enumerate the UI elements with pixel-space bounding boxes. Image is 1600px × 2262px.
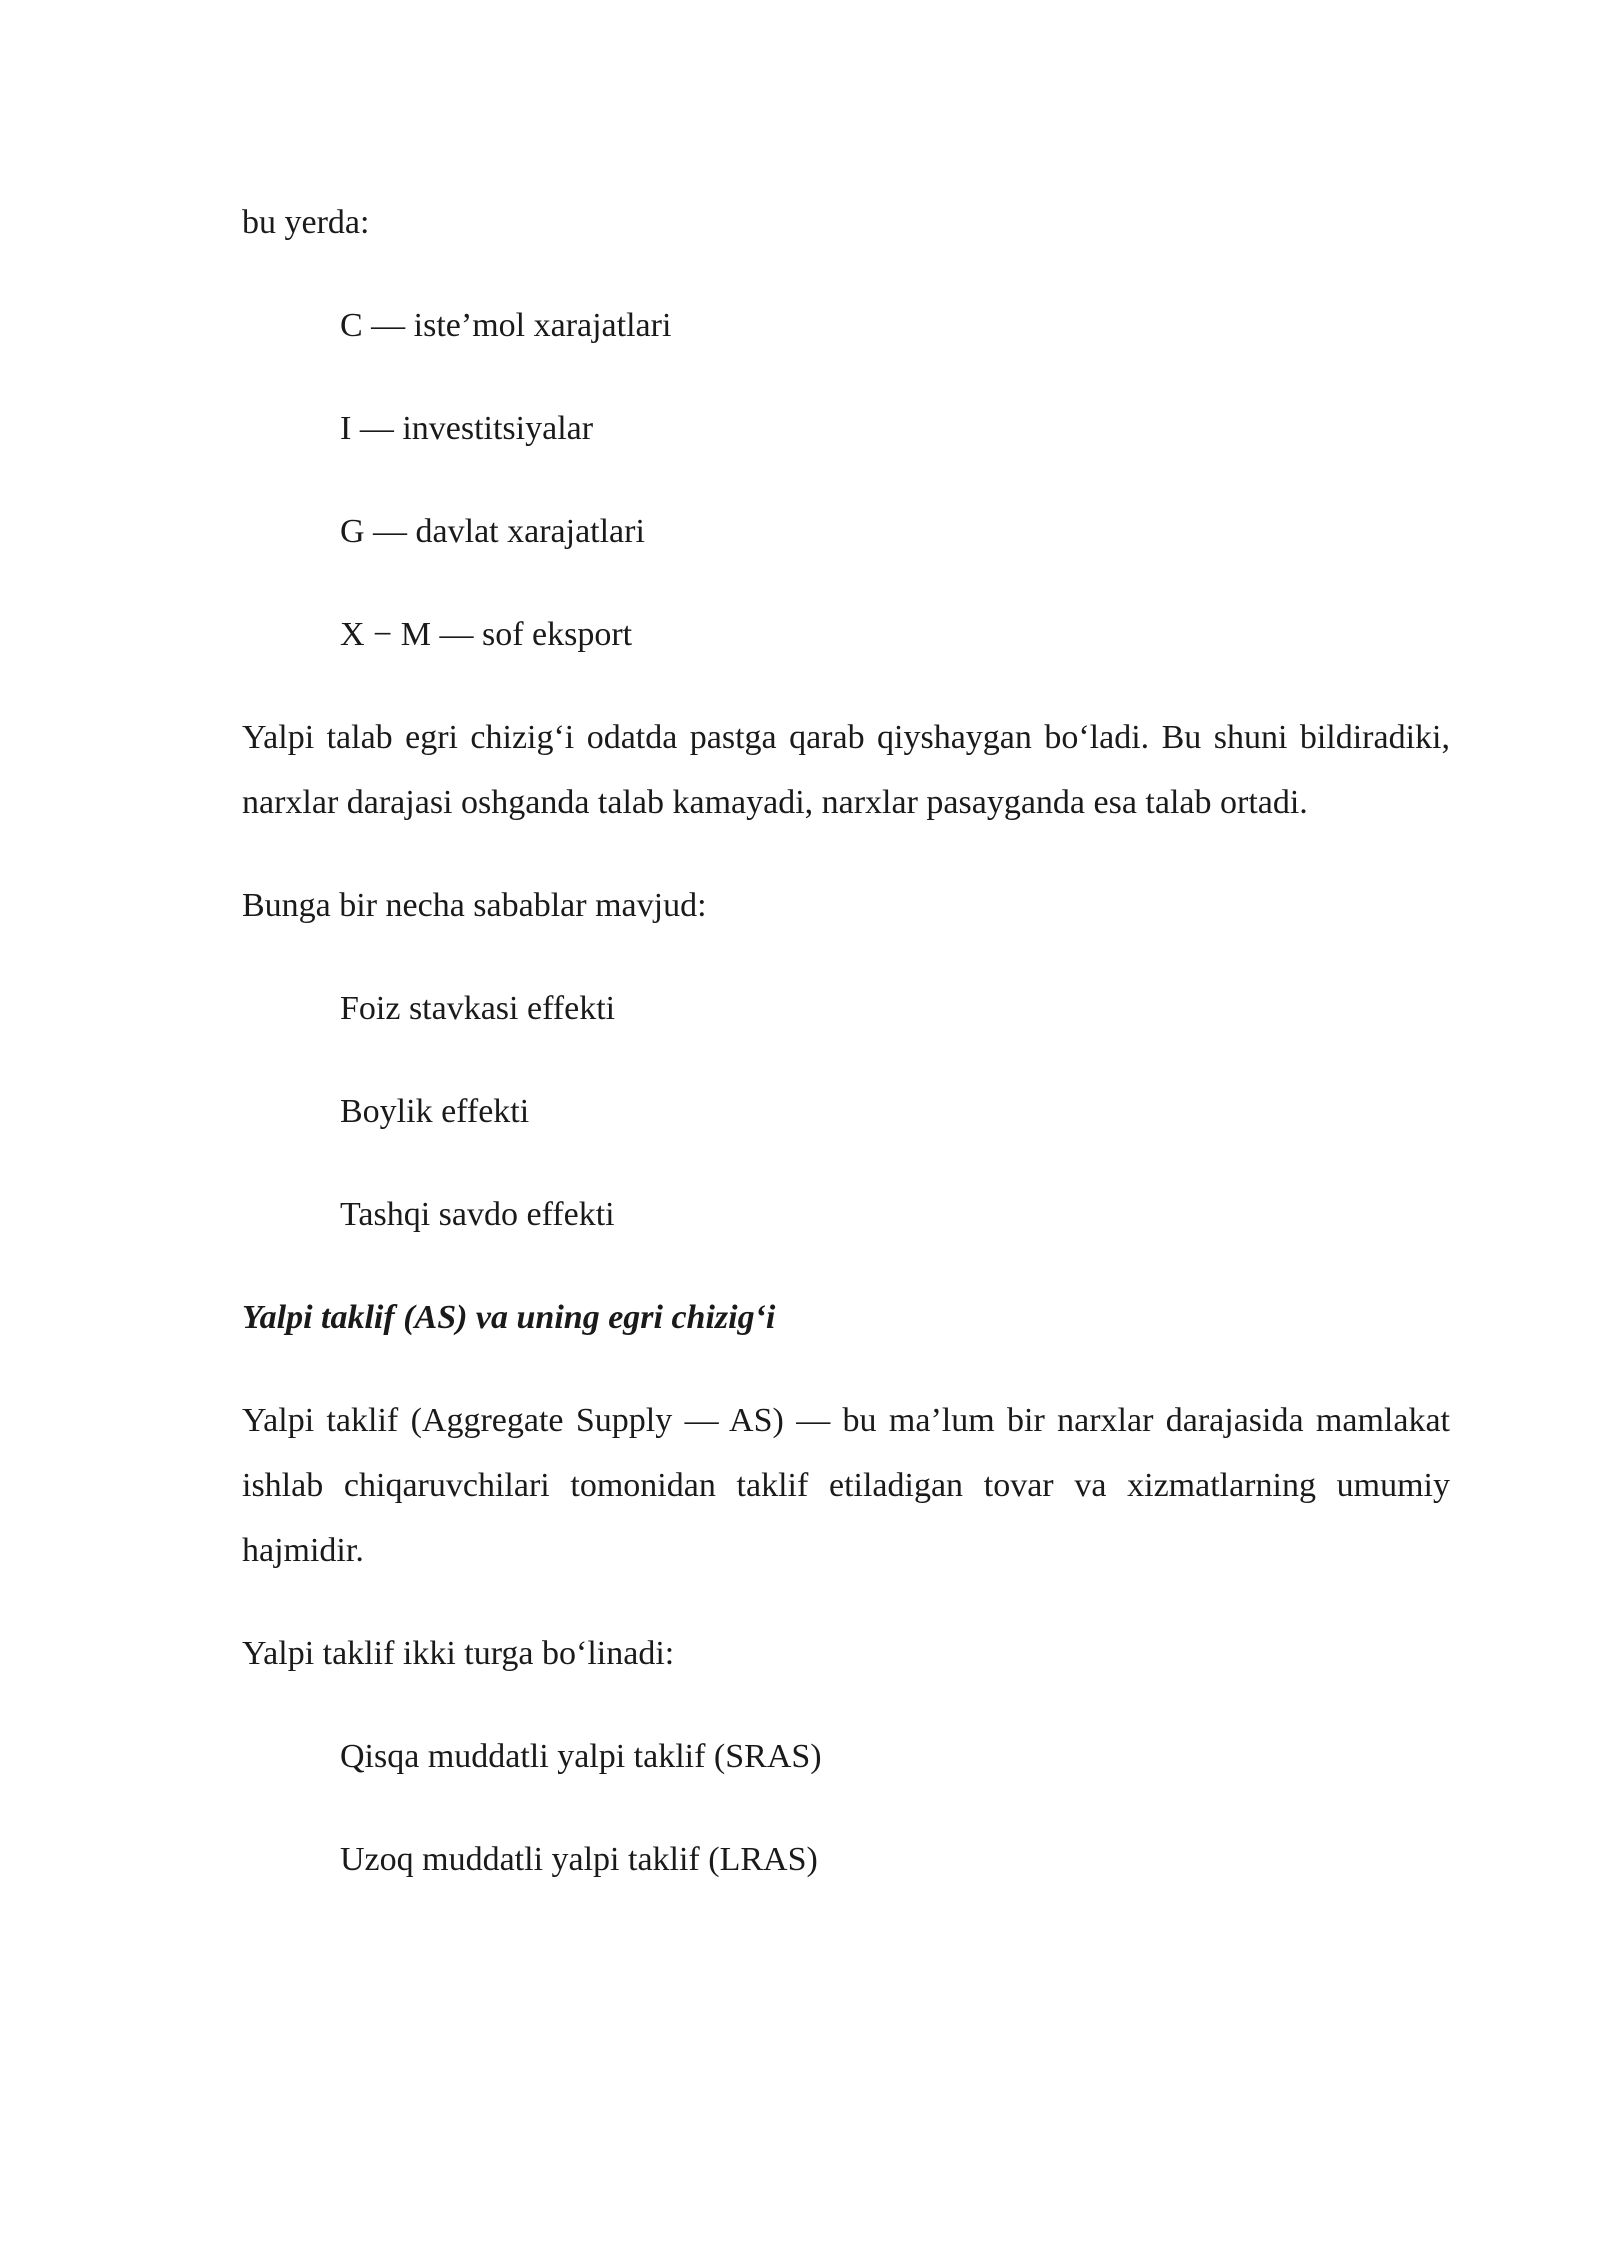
component-investment: I — investitsiyalar: [340, 410, 594, 447]
as-types-intro: Yalpi taklif ikki turga bo‘linadi:: [242, 1635, 675, 1672]
document-body: [242, 190, 1450, 1892]
intro-text: bu yerda:: [242, 204, 370, 241]
section-heading: Yalpi taklif (AS) va uning egri chizig‘i: [242, 1299, 776, 1336]
aggregate-supply-paragraph: Yalpi taklif (Aggregate Supply — AS) — bu ma’lum bir narxlar darajasida mamlakat ishlab chiqaruvchilari tomonidan taklif etiladigan tovar va xizmatlarning umumiy hajmidir.: [242, 1402, 1450, 1569]
as-type-short-run: Qisqa muddatli yalpi taklif (SRAS): [340, 1738, 822, 1775]
as-type-long-run: Uzoq muddatli yalpi taklif (LRAS): [340, 1841, 818, 1878]
component-government: G — davlat xarajatlari: [340, 513, 645, 550]
aggregate-demand-paragraph: Yalpi talab egri chizig‘i odatda pastga qarab qiyshaygan bo‘ladi. Bu shuni bildiradiki, narxlar darajasi oshganda talab kamayadi, narxlar pasayganda esa talab ortadi.: [242, 719, 1450, 821]
reason-wealth: Boylik effekti: [340, 1093, 530, 1130]
component-consumption: C — iste’mol xarajatlari: [340, 307, 672, 344]
reasons-intro: Bunga bir necha sabablar mavjud:: [242, 887, 707, 924]
reason-foreign-trade: Tashqi savdo effekti: [340, 1196, 615, 1233]
reason-interest-rate: Foiz stavkasi effekti: [340, 990, 616, 1027]
component-net-export: X − M — sof eksport: [340, 616, 633, 653]
